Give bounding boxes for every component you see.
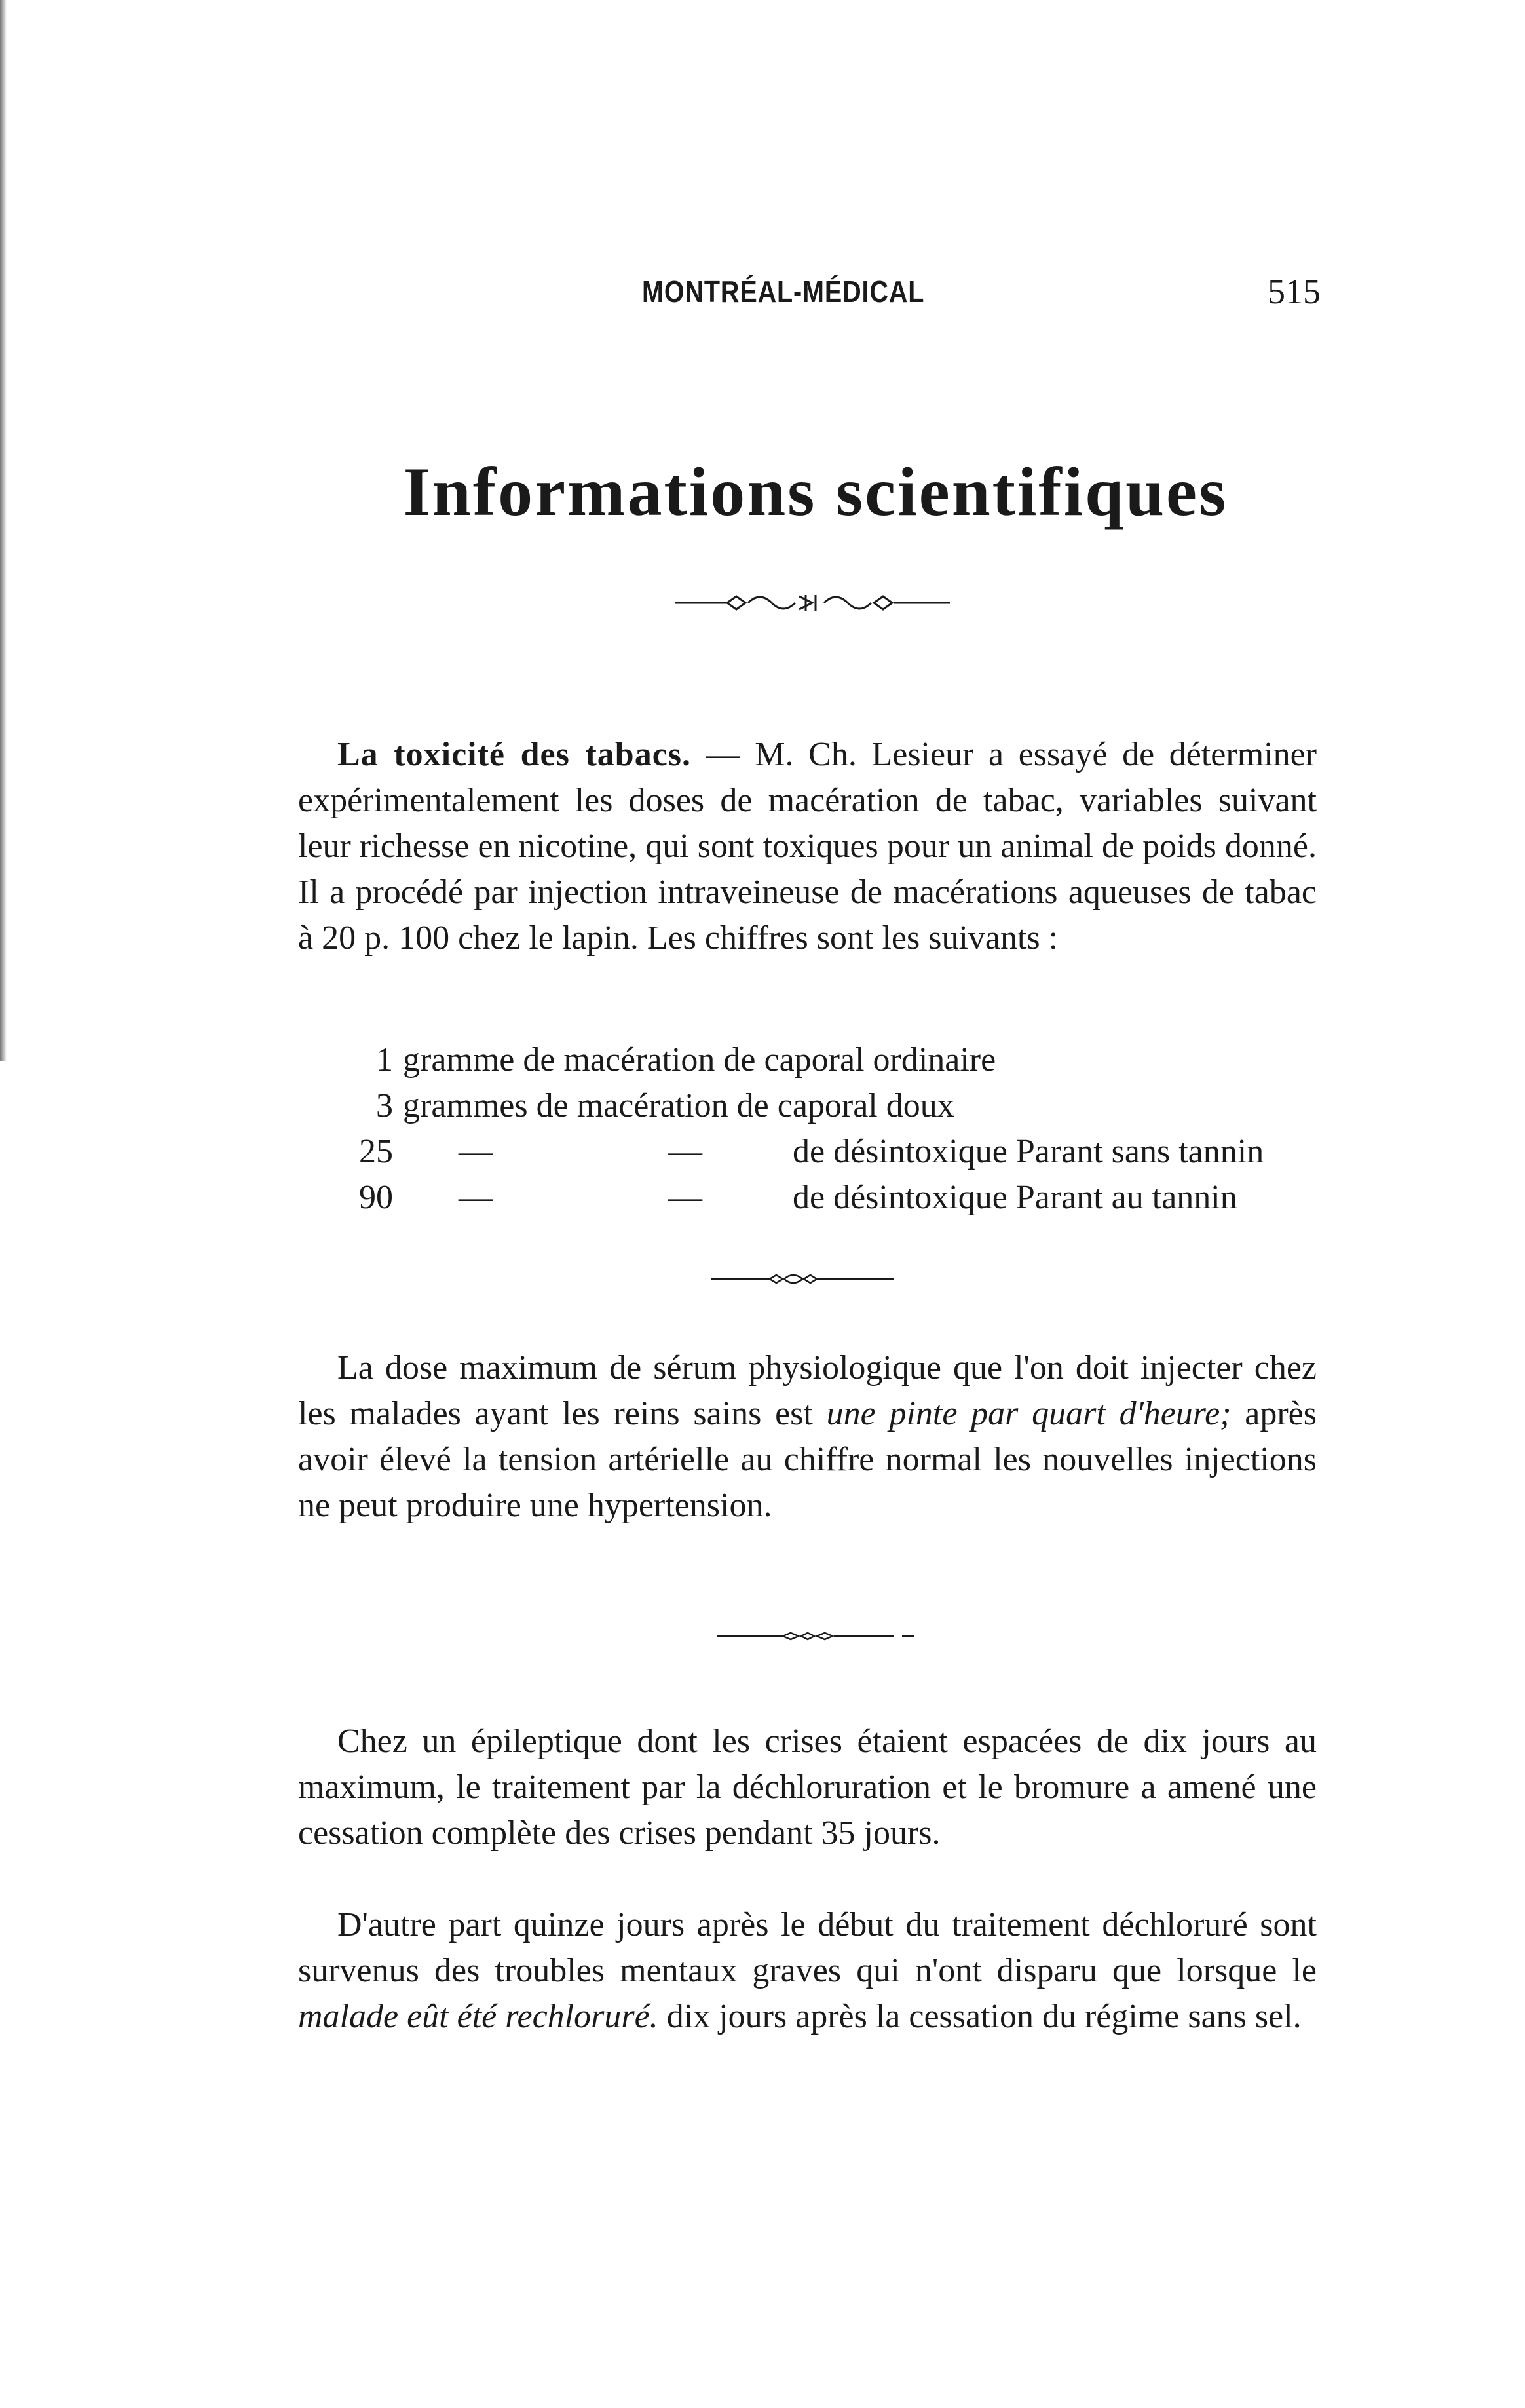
article-epilepsie-p2	[298, 1902, 1317, 2040]
list-item	[347, 1129, 1330, 1175]
section-title: Informations scientifiques	[403, 453, 1228, 530]
article-text: Chez un épileptique dont les crises étaient espacées de dix jours au maximum, le traitement par la déchloruration et le bromure a amené une cessation complète des crises pendant 35 jours.	[298, 1723, 1317, 1852]
ditto-mark: —	[459, 1133, 493, 1170]
running-title: MONTRÉAL-MÉDICAL	[642, 275, 925, 309]
dose-quantity: 90	[359, 1179, 393, 1216]
title-ornament	[675, 590, 950, 616]
article-text: D'autre part quinze jours après le début du traitement déchloruré sont survenus des troubles mentaux graves qui n'ont disparu que lorsque le	[298, 1906, 1317, 1989]
article-toxicite-tabacs	[298, 732, 1317, 961]
article-serum-physiologique	[298, 1345, 1317, 1529]
dose-quantity: 3	[376, 1087, 393, 1124]
toxic-dose-list	[347, 1037, 1330, 1221]
list-item	[347, 1037, 1330, 1083]
dose-description: grammes de macération de caporal doux	[403, 1087, 954, 1124]
list-item	[347, 1175, 1330, 1221]
section-divider	[711, 1271, 894, 1287]
ditto-mark: —	[668, 1179, 702, 1216]
page-number: 515	[1268, 272, 1321, 311]
article-emphasis: malade eût été rechloruré.	[298, 1998, 658, 2035]
binding-edge	[0, 0, 7, 1061]
article-epilepsie-p1	[298, 1719, 1317, 1856]
article-text: — M. Ch. Lesieur a essayé de déterminer expérimentalement les doses de macération de tabac, variables suivant leur richesse en nicotine, qui sont toxiques pour un animal de poids donné. Il a procédé par injection intraveineuse de macérations aqueuses de tabac à 20 p. 100 chez le lapin. Les chiffres sont les suivants :	[298, 736, 1317, 957]
dose-description: gramme de macération de caporal ordinaire	[403, 1041, 996, 1079]
article-text: dix jours après la cessation du régime sans sel.	[658, 1998, 1302, 2035]
ditto-mark: —	[668, 1133, 702, 1170]
dose-description: de désintoxique Parant sans tannin	[793, 1133, 1264, 1170]
list-item	[347, 1083, 1330, 1129]
article-emphasis: une pinte par quart d'heure;	[826, 1395, 1232, 1432]
article-text: La dose maximum de sérum physiologique que l'on doit injecter chez les malades ayant les reins sains est	[298, 1349, 1317, 1432]
dose-quantity: 25	[359, 1133, 393, 1170]
article-heading: La toxicité des tabacs.	[337, 736, 692, 773]
section-divider	[717, 1628, 914, 1644]
dose-description: de désintoxique Parant au tannin	[793, 1179, 1237, 1216]
article-text: après avoir élevé la tension artérielle au chiffre normal les nouvelles injections ne peut produire une hypertension.	[298, 1395, 1317, 1524]
dose-quantity: 1	[376, 1041, 393, 1079]
ditto-mark: —	[459, 1179, 493, 1216]
